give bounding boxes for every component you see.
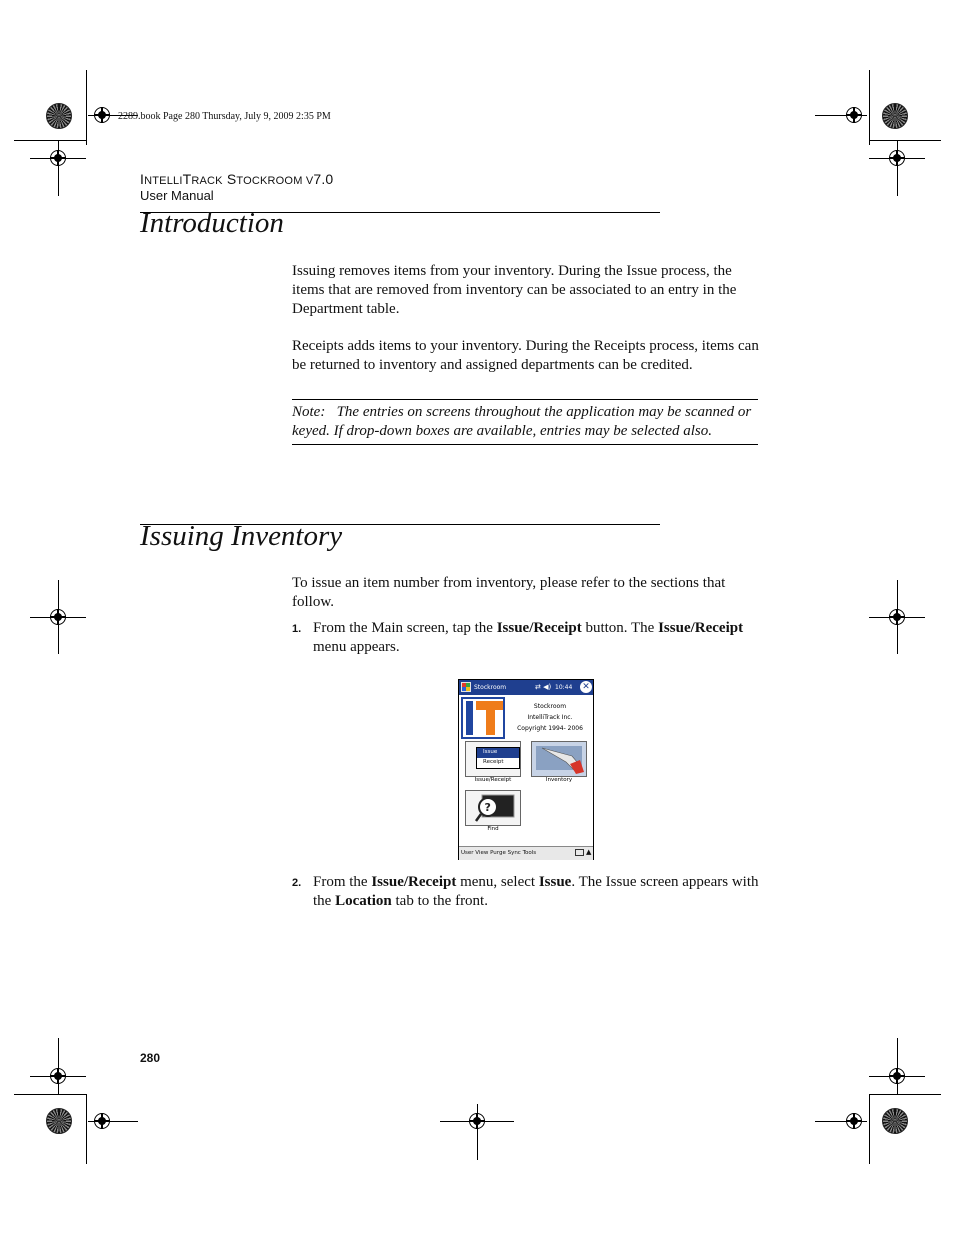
intro-paragraph-2: Receipts adds items to your inventory. During the Receipts process, items can be returned to inventory and assigned departments can be credited. bbox=[292, 338, 759, 373]
up-arrow-icon: ▲ bbox=[586, 848, 592, 856]
crop-mark bbox=[14, 140, 86, 141]
color-bar-icon bbox=[46, 103, 72, 129]
color-bar-icon bbox=[46, 1108, 72, 1134]
step-1-text: From the Main screen, tap the Issue/Receipt button. The Issue/Receipt menu appears. bbox=[313, 620, 744, 655]
crop-mark bbox=[897, 140, 898, 196]
device-title-bar bbox=[459, 680, 593, 695]
registration-mark-icon bbox=[94, 107, 110, 123]
menu-item-receipt: Receipt bbox=[483, 759, 504, 765]
registration-mark-icon bbox=[846, 1113, 862, 1129]
print-metadata: 2289.book Page 280 Thursday, July 9, 2009 2:35 PM bbox=[118, 111, 331, 122]
step-number: 2. bbox=[292, 877, 302, 889]
registration-mark-icon bbox=[846, 107, 862, 123]
find-label: Find bbox=[487, 826, 499, 832]
note-rule-top bbox=[292, 399, 758, 400]
registration-mark-icon bbox=[889, 609, 905, 625]
device-about-text: Stockroom IntelliTrack Inc. Copyright 1994- 2006 bbox=[517, 703, 583, 732]
crop-mark bbox=[58, 1038, 59, 1094]
inventory-tile bbox=[531, 741, 587, 777]
issuing-paragraph: To issue an item number from inventory, please refer to the sections that follow. bbox=[292, 575, 726, 610]
step-number: 1. bbox=[292, 623, 302, 635]
section-heading-issuing-inventory: Issuing Inventory bbox=[140, 520, 343, 552]
inventory-hand-icon bbox=[532, 742, 586, 776]
registration-mark-icon bbox=[50, 609, 66, 625]
color-bar-icon bbox=[882, 103, 908, 129]
inventory-label: Inventory bbox=[545, 777, 573, 783]
windows-start-icon bbox=[461, 682, 471, 692]
registration-mark-icon bbox=[94, 1113, 110, 1129]
menu-item-issue: Issue bbox=[477, 748, 519, 758]
crop-mark bbox=[869, 1094, 941, 1095]
color-bar-icon bbox=[882, 1108, 908, 1134]
registration-mark-icon bbox=[469, 1113, 485, 1129]
device-app-title: Stockroom bbox=[474, 684, 507, 691]
device-screenshot bbox=[458, 679, 594, 860]
connectivity-icon: ⇄ ◀) bbox=[535, 683, 552, 691]
step-2-text: From the Issue/Receipt menu, select Issue. The Issue screen appears with the Location tab to the front. bbox=[313, 874, 759, 909]
intro-paragraph-1: Issuing removes items from your inventory. During the Issue process, the items that are removed from inventory can be associated to an entry in the Department table. bbox=[292, 263, 737, 317]
device-menu-bar bbox=[459, 846, 593, 860]
device-clock: 10:44 bbox=[555, 684, 573, 691]
running-header-subtitle: User Manual bbox=[140, 188, 214, 203]
crop-mark bbox=[869, 1094, 870, 1164]
find-tile bbox=[465, 790, 521, 826]
keyboard-icon bbox=[575, 849, 584, 856]
registration-mark-icon bbox=[50, 1068, 66, 1084]
close-icon: ✕ bbox=[580, 681, 592, 693]
find-magnifier-icon bbox=[466, 791, 520, 825]
crop-mark bbox=[14, 1094, 86, 1095]
svg-text:?: ? bbox=[484, 801, 491, 814]
section-heading-introduction: Introduction bbox=[140, 207, 284, 239]
note-rule-bottom bbox=[292, 444, 758, 445]
crop-mark bbox=[58, 140, 59, 196]
running-header-title: INTELLITRACK STOCKROOM V7.0 bbox=[140, 171, 334, 187]
crop-mark bbox=[86, 70, 87, 145]
registration-mark-icon bbox=[889, 1068, 905, 1084]
crop-mark bbox=[86, 1094, 87, 1164]
note: Note: The entries on screens throughout the application may be scanned or keyed. If drop-down boxes are available, entries may be selected also. bbox=[292, 404, 752, 439]
issue-receipt-label: Issue/Receipt bbox=[474, 777, 512, 783]
crop-mark bbox=[869, 70, 870, 145]
page-number: 280 bbox=[140, 1051, 161, 1065]
registration-mark-icon bbox=[50, 150, 66, 166]
device-menu-items: User View Purge Sync Tools bbox=[461, 850, 537, 856]
issue-receipt-tile bbox=[465, 741, 521, 777]
issue-receipt-popup-menu bbox=[476, 747, 520, 769]
registration-mark-icon bbox=[889, 150, 905, 166]
intellitrack-logo bbox=[461, 697, 505, 739]
crop-mark bbox=[897, 1038, 898, 1094]
crop-mark bbox=[869, 140, 941, 141]
